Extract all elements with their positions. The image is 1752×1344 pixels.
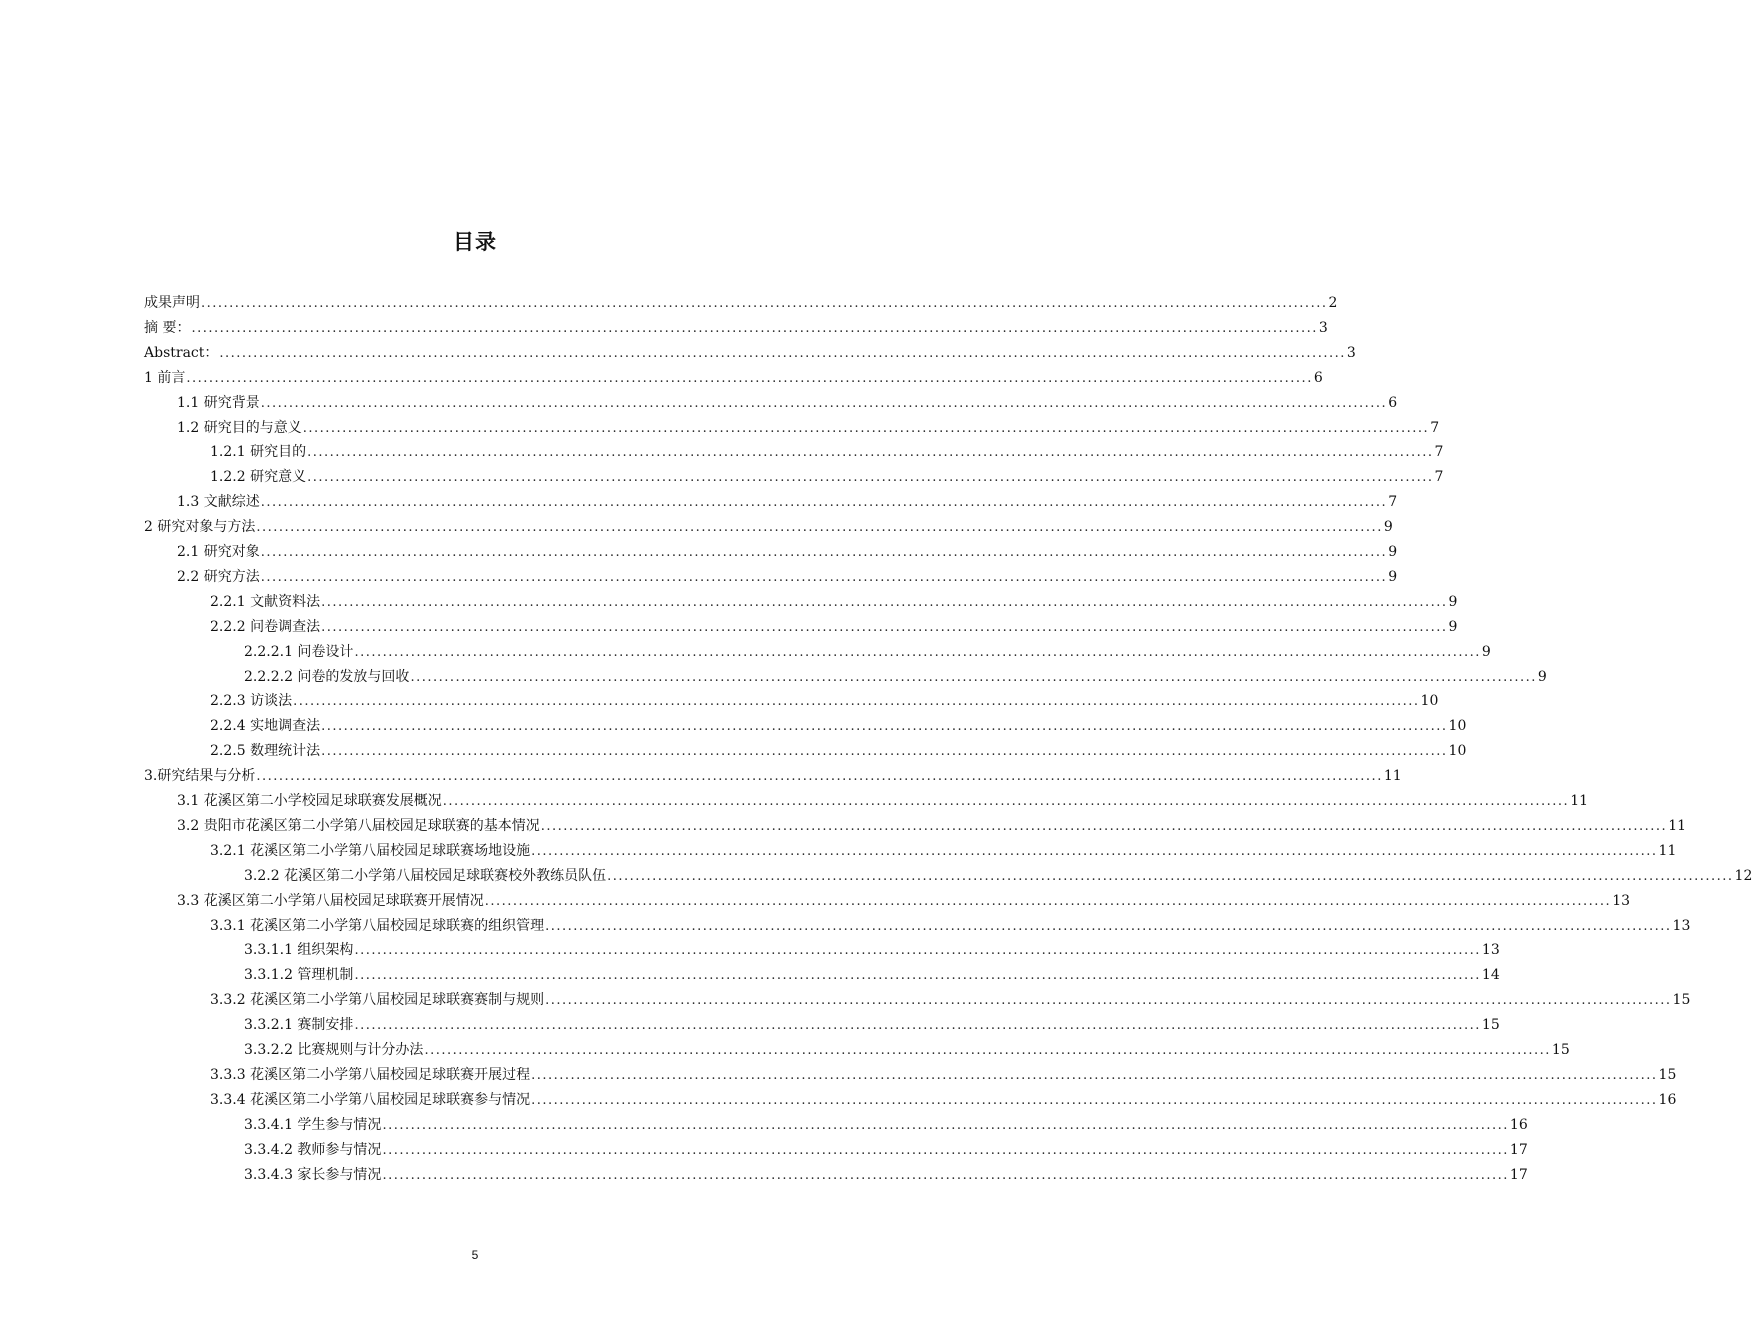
toc-entry-label: 3.3.1 花溪区第二小学第八届校园足球联赛的组织管理 [210, 917, 545, 934]
toc-entry-label: 3.3.2 花溪区第二小学第八届校园足球联赛赛制与规则 [210, 992, 545, 1009]
toc-entry-label: 3.研究结果与分析 [144, 768, 256, 785]
toc-entry-label: 2.2.5 数理统计法 [210, 743, 321, 760]
toc-entry[interactable] [177, 814, 1687, 838]
toc-entry-label: 1.2.2 研究意义 [210, 469, 307, 486]
toc-entry[interactable] [210, 440, 1444, 464]
toc-dot-leader: ........................................................................................................................................................................................................ [531, 1092, 1658, 1108]
toc-dot-leader: ........................................................................................................................................................................................................ [354, 1018, 1481, 1034]
toc-entry[interactable] [210, 914, 1691, 938]
toc-entry-page: 12 [1734, 867, 1752, 884]
toc-entry[interactable] [244, 1113, 1528, 1137]
toc-dot-leader: ........................................................................................................................................................................................................ [260, 545, 1388, 560]
toc-dot-leader: ........................................................................................................................................................................................................ [484, 893, 1612, 909]
toc-entry-label: 3.3.4.1 学生参与情况 [244, 1116, 382, 1133]
toc-entry-page: 11 [1658, 842, 1677, 859]
toc-dot-leader: ........................................................................................................................................................................................................ [260, 395, 1388, 411]
toc-entry-page: 7 [1434, 469, 1444, 486]
toc-dot-leader: ........................................................................................................................................................................................................ [321, 619, 1448, 635]
toc-dot-leader: ........................................................................................................................................................................................................ [201, 296, 1328, 311]
toc-entry-page: 17 [1509, 1141, 1528, 1158]
toc-dot-leader: ........................................................................................................................................................................................................ [545, 918, 1672, 934]
toc-entry[interactable] [210, 1088, 1677, 1112]
toc-entry-page: 2 [1328, 295, 1338, 311]
toc-entry-page: 15 [1658, 1066, 1677, 1083]
toc-entry-page: 13 [1672, 917, 1691, 934]
toc-entry-page: 15 [1481, 1017, 1500, 1034]
toc-entry-label: 2.2.1 文献资料法 [210, 593, 321, 610]
toc-entry-page: 7 [1434, 444, 1444, 461]
toc-entry[interactable] [144, 291, 1338, 315]
toc-entry-page: 15 [1672, 992, 1691, 1009]
toc-entry[interactable] [144, 316, 1328, 340]
toc-entry-page: 13 [1612, 892, 1631, 909]
toc-entry-label: 3.3 花溪区第二小学第八届校园足球联赛开展情况 [177, 892, 484, 909]
toc-dot-leader: ........................................................................................................................................................................................................ [260, 495, 1388, 511]
toc-dot-leader: ........................................................................................................................................................................................................ [354, 968, 1481, 984]
toc-entry-label: 2.2.2.1 问卷设计 [244, 643, 354, 660]
toc-entry-label: 3.3.4.2 教师参与情况 [244, 1141, 382, 1158]
toc-entry[interactable] [244, 1138, 1528, 1162]
toc-entry[interactable] [244, 864, 1752, 888]
toc-entry[interactable] [144, 366, 1323, 390]
toc-dot-leader: ........................................................................................................................................................................................................ [321, 719, 1448, 735]
toc-dot-leader: ........................................................................................................................................................................................................ [531, 1067, 1658, 1083]
toc-dot-leader: ........................................................................................................................................................................................................ [307, 470, 1434, 486]
toc-entry[interactable] [210, 465, 1444, 489]
toc-entry-page: 3 [1346, 344, 1356, 361]
toc-entry-page: 15 [1551, 1042, 1570, 1058]
toc-entry-page: 16 [1658, 1091, 1677, 1108]
toc-dot-leader: ........................................................................................................................................................................................................ [219, 345, 1346, 361]
toc-entry-page: 10 [1420, 693, 1439, 710]
toc-entry-page: 10 [1448, 743, 1467, 760]
toc-entry[interactable] [177, 490, 1398, 514]
toc-entry-page: 6 [1388, 394, 1398, 411]
toc-entry[interactable] [210, 689, 1439, 713]
toc-entry-page: 9 [1448, 618, 1458, 635]
toc-entry-page: 14 [1481, 967, 1500, 984]
toc-dot-leader: ........................................................................................................................................................................................................ [382, 1117, 1509, 1133]
toc-entry-page: 9 [1481, 643, 1491, 660]
toc-dot-leader: ........................................................................................................................................................................................................ [540, 818, 1668, 834]
toc-dot-leader: ........................................................................................................................................................................................................ [607, 868, 1734, 884]
toc-entry[interactable] [210, 839, 1677, 863]
toc-dot-leader: ........................................................................................................................................................................................................ [442, 794, 1570, 809]
toc-entry-page: 11 [1570, 793, 1589, 809]
toc-dot-leader: ........................................................................................................................................................................................................ [191, 320, 1318, 336]
toc-entry-page: 9 [1388, 568, 1398, 585]
toc-entry[interactable] [177, 565, 1398, 589]
toc-entry[interactable] [177, 789, 1589, 813]
toc-entry-label: 1.2.1 研究目的 [210, 444, 307, 461]
toc-entry-label: 1.3 文献综述 [177, 494, 260, 511]
toc-dot-leader: ........................................................................................................................................................................................................ [424, 1043, 1551, 1058]
toc-entry[interactable] [144, 341, 1356, 365]
toc-entry[interactable] [210, 1063, 1677, 1087]
toc-entry-label: 3.3.4.3 家长参与情况 [244, 1166, 382, 1183]
toc-entry-label: 3.3.4 花溪区第二小学第八届校园足球联赛参与情况 [210, 1091, 531, 1108]
toc-entry-label: 3.2.2 花溪区第二小学第八届校园足球联赛校外教练员队伍 [244, 867, 607, 884]
toc-entry-label: Abstract： [144, 344, 219, 361]
toc-entry-label: 3.1 花溪区第二小学校园足球联赛发展概况 [177, 793, 442, 809]
toc-entry[interactable] [244, 963, 1500, 987]
toc-dot-leader: ........................................................................................................................................................................................................ [302, 420, 1430, 436]
toc-entry-label: 2.2.2 问卷调查法 [210, 618, 321, 635]
toc-entry[interactable] [144, 764, 1402, 788]
toc-entry-label: 3.3.1.2 管理机制 [244, 967, 354, 984]
toc-entry-page: 16 [1509, 1116, 1528, 1133]
toc-dot-leader: ........................................................................................................................................................................................................ [531, 843, 1658, 859]
toc-dot-leader: ........................................................................................................................................................................................................ [545, 993, 1672, 1009]
toc-entry-label: 3.2 贵阳市花溪区第二小学第八届校园足球联赛的基本情况 [177, 817, 540, 834]
toc-dot-leader: ........................................................................................................................................................................................................ [354, 644, 1481, 660]
toc-dot-leader: ........................................................................................................................................................................................................ [186, 370, 1313, 386]
toc-entry[interactable] [210, 714, 1467, 738]
toc-entry-label: 2.2 研究方法 [177, 568, 260, 585]
toc-entry-label: 1.1 研究背景 [177, 394, 260, 411]
toc-entry-label: 2 研究对象与方法 [144, 519, 256, 536]
toc-entry[interactable] [177, 416, 1440, 440]
toc-entry-page: 11 [1668, 817, 1687, 834]
toc-entry-label: 2.2.3 访谈法 [210, 693, 293, 710]
toc-entry[interactable] [244, 640, 1491, 664]
toc-entry[interactable] [177, 540, 1398, 564]
toc-entry-page: 11 [1383, 768, 1402, 785]
toc-dot-leader: ........................................................................................................................................................................................................ [321, 744, 1448, 760]
toc-entry-label: 3.3.2.2 比赛规则与计分办法 [244, 1042, 424, 1058]
toc-dot-leader: ........................................................................................................................................................................................................ [256, 520, 1383, 536]
toc-entry[interactable] [244, 665, 1547, 689]
toc-dot-leader: ........................................................................................................................................................................................................ [382, 1142, 1509, 1158]
toc-entry[interactable] [244, 938, 1500, 962]
toc-entry-label: 2.2.4 实地调查法 [210, 718, 321, 735]
toc-entry-label: 1.2 研究目的与意义 [177, 419, 302, 436]
toc-entry[interactable] [210, 988, 1691, 1012]
toc-dot-leader: ........................................................................................................................................................................................................ [321, 594, 1448, 610]
toc-dot-leader: ........................................................................................................................................................................................................ [260, 569, 1388, 585]
toc-dot-leader: ........................................................................................................................................................................................................ [354, 943, 1481, 959]
toc-entry-page: 9 [1388, 544, 1398, 560]
toc-dot-leader: ........................................................................................................................................................................................................ [410, 669, 1537, 685]
toc-entry-page: 7 [1430, 419, 1440, 436]
toc-entry[interactable] [210, 590, 1458, 614]
toc-entry-label: 1 前言 [144, 369, 186, 386]
toc-entry[interactable] [244, 1013, 1500, 1037]
toc-entry-page: 9 [1537, 668, 1547, 685]
toc-entry-label: 成果声明 [144, 295, 200, 311]
toc-entry-label: 2.2.2.2 问卷的发放与回收 [244, 668, 410, 685]
toc-entry-label: 2.1 研究对象 [177, 544, 260, 560]
toc-entry-label: 3.3.1.1 组织架构 [244, 942, 354, 959]
toc-entry-page: 17 [1509, 1166, 1528, 1183]
toc-entry-label: 摘 要： [144, 319, 191, 336]
toc-entry[interactable] [144, 515, 1393, 539]
toc-dot-leader: ........................................................................................................................................................................................................ [256, 769, 1383, 785]
toc-entry-page: 6 [1313, 369, 1323, 386]
page-title: 目录 [453, 230, 497, 254]
toc-entry-label: 3.3.2.1 赛制安排 [244, 1017, 354, 1034]
toc-entry-page: 9 [1448, 593, 1458, 610]
toc-dot-leader: ........................................................................................................................................................................................................ [307, 445, 1434, 461]
toc-entry-label: 3.2.1 花溪区第二小学第八届校园足球联赛场地设施 [210, 842, 531, 859]
toc-entry[interactable] [177, 391, 1398, 415]
toc-entry-page: 7 [1388, 494, 1398, 511]
page-number: 5 [471, 1248, 479, 1262]
toc-entry-page: 13 [1481, 942, 1500, 959]
toc-entry-label: 3.3.3 花溪区第二小学第八届校园足球联赛开展过程 [210, 1066, 531, 1083]
toc-entry[interactable] [210, 739, 1467, 763]
toc-entry-page: 10 [1448, 718, 1467, 735]
toc-dot-leader: ........................................................................................................................................................................................................ [382, 1167, 1509, 1183]
toc-entry-page: 9 [1383, 519, 1393, 536]
toc-entry[interactable] [210, 615, 1458, 639]
toc-dot-leader: ........................................................................................................................................................................................................ [293, 694, 1420, 710]
toc-entry-page: 3 [1318, 319, 1328, 336]
toc-entry[interactable] [244, 1163, 1528, 1187]
toc-entry[interactable] [177, 889, 1631, 913]
toc-entry[interactable] [244, 1038, 1570, 1062]
